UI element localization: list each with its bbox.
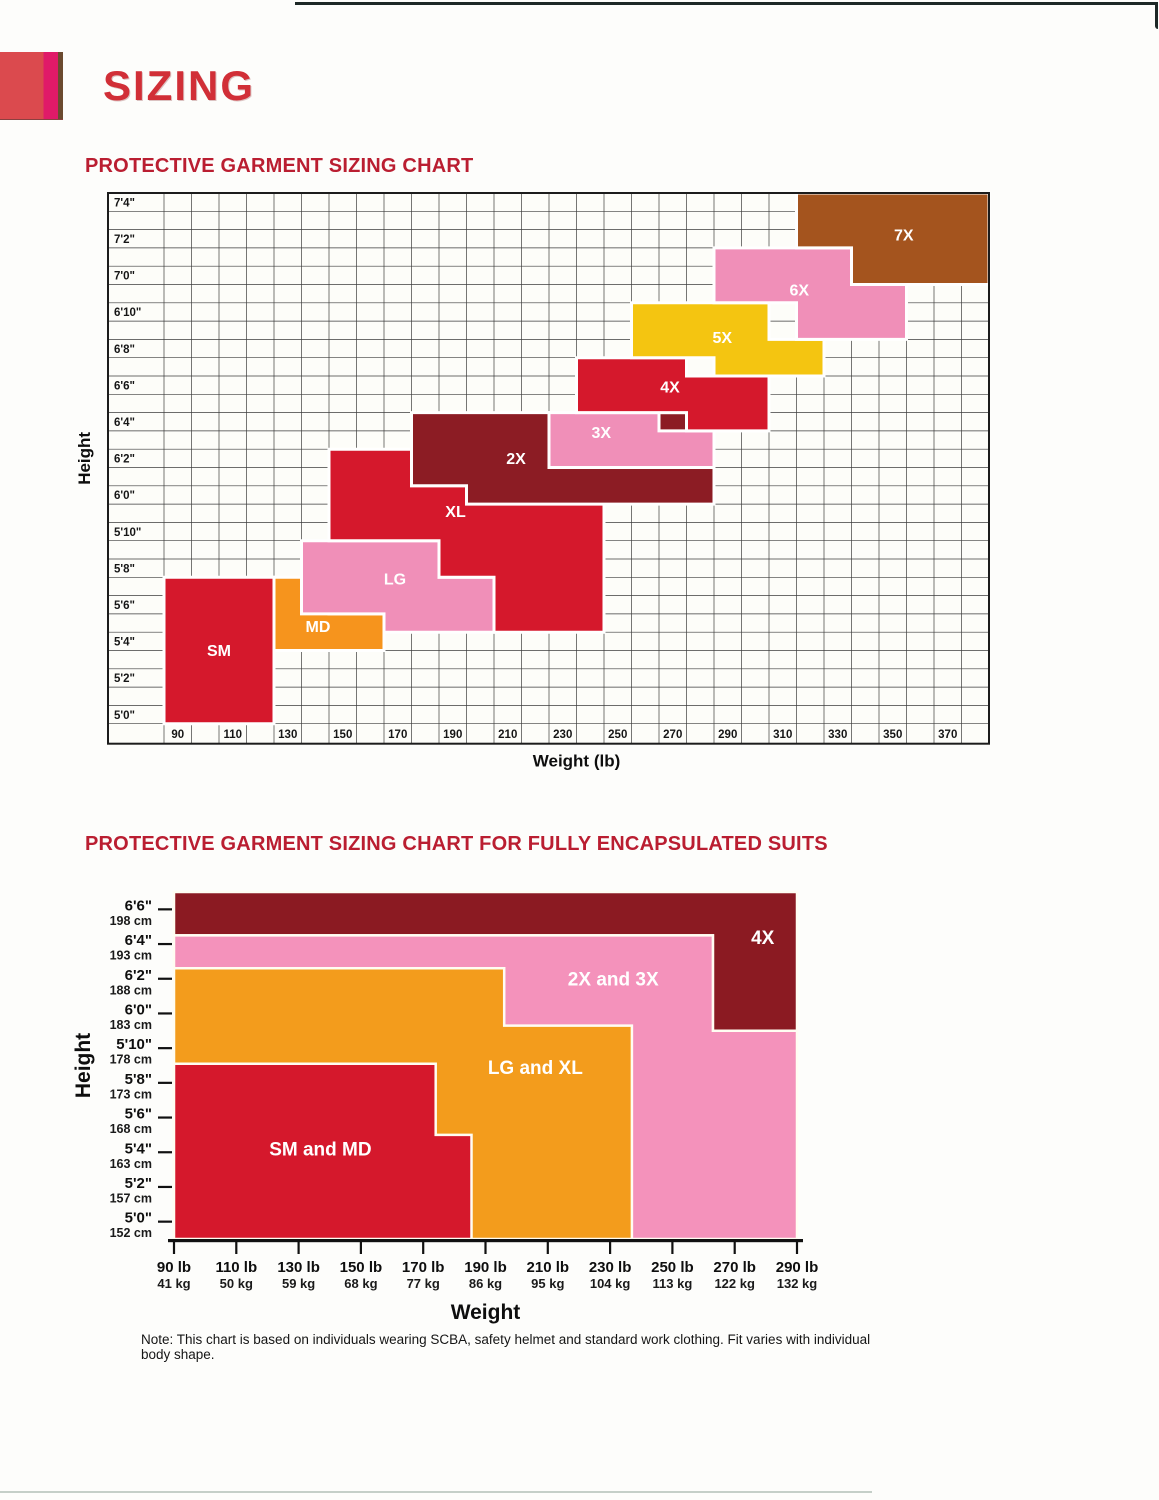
y-tick-label-ft: 5'2" xyxy=(124,1174,152,1192)
y-tick-label-cm: 173 cm xyxy=(109,1087,152,1102)
y-tick-label-ft: 5'4" xyxy=(124,1140,152,1158)
x-tick-label-kg: 50 kg xyxy=(219,1276,253,1291)
size-label-sm: SM xyxy=(207,642,231,660)
x-tick-label-kg: 132 kg xyxy=(776,1276,818,1291)
size-label-5x: 5X xyxy=(712,330,733,348)
section-title-encapsulated-chart: PROTECTIVE GARMENT SIZING CHART FOR FULLY ENCAPSULATED SUITS xyxy=(85,833,828,855)
section-title-garment-chart: PROTECTIVE GARMENT SIZING CHART xyxy=(85,155,474,177)
y-tick-label: 6'6" xyxy=(114,380,135,393)
x-axis-line xyxy=(168,1239,803,1242)
y-tick-label-ft: 6'4" xyxy=(124,932,152,950)
x-tick-label-kg: 95 kg xyxy=(531,1276,565,1291)
x-tick-label-lb: 90 lb xyxy=(156,1259,192,1276)
page-title: SIZING xyxy=(103,62,256,109)
x-tick-label-kg: 113 kg xyxy=(652,1276,693,1291)
x-tick-label: 350 xyxy=(883,729,903,742)
x-tick-label: 330 xyxy=(828,729,848,742)
y-tick-label: 5'8" xyxy=(114,563,135,576)
x-tick-label-lb: 130 lb xyxy=(277,1259,320,1276)
encapsulated-suit-sizing-chart xyxy=(60,880,880,1330)
x-tick-label: 130 xyxy=(278,729,298,742)
y-tick-label: 6'0" xyxy=(114,490,135,503)
y-tick-label: 5'6" xyxy=(114,599,135,612)
size-label-4x: 4X xyxy=(751,928,775,950)
size-label-4x: 4X xyxy=(660,379,680,397)
y-tick-label: 5'2" xyxy=(114,673,135,686)
size-label-2x-and-3x: 2X and 3X xyxy=(567,969,659,991)
y-tick-label-cm: 178 cm xyxy=(109,1052,152,1067)
size-label-lg: LG xyxy=(383,571,407,589)
size-label-md: MD xyxy=(305,619,331,637)
y-tick-label: 5'10" xyxy=(114,526,142,539)
y-axis-title: Height xyxy=(72,1032,95,1099)
x-tick-label: 270 xyxy=(663,729,683,742)
y-tick-label: 6'4" xyxy=(114,416,135,429)
x-tick-label: 230 xyxy=(553,729,573,742)
brand-logo-square xyxy=(0,52,63,119)
y-tick-label-ft: 5'8" xyxy=(124,1070,152,1088)
x-tick-label: 310 xyxy=(773,729,793,742)
size-label-sm-and-md: SM and MD xyxy=(269,1139,372,1161)
size-label-3x: 3X xyxy=(591,425,612,443)
y-tick-label-cm: 188 cm xyxy=(109,983,152,998)
x-tick-label: 370 xyxy=(938,729,958,742)
x-tick-label-lb: 150 lb xyxy=(339,1259,383,1276)
x-tick-label: 250 xyxy=(608,729,628,742)
scan-artifact-top-right-edge xyxy=(1155,2,1158,29)
y-tick-label-cm: 168 cm xyxy=(109,1122,152,1137)
scan-artifact-top-line xyxy=(295,2,1156,5)
x-tick-label: 150 xyxy=(333,729,353,742)
x-tick-label: 210 xyxy=(498,729,518,742)
y-tick-label-cm: 157 cm xyxy=(109,1191,152,1206)
size-label-lg-and-xl: LG and XL xyxy=(487,1058,583,1080)
y-tick-label-cm: 152 cm xyxy=(109,1226,152,1241)
y-tick-label-ft: 6'0" xyxy=(124,1001,152,1019)
y-tick-label-ft: 5'6" xyxy=(124,1105,152,1123)
x-tick-label: 110 xyxy=(223,729,243,742)
y-tick-label: 6'10" xyxy=(114,307,142,320)
y-tick-label-ft: 6'2" xyxy=(124,966,152,984)
y-tick-label-cm: 198 cm xyxy=(109,913,152,928)
y-tick-label-ft: 6'6" xyxy=(124,897,152,915)
x-axis-title: Weight xyxy=(450,1301,521,1324)
x-axis-title: Weight (lb) xyxy=(532,751,621,771)
y-tick-label: 7'4" xyxy=(114,197,135,210)
y-tick-label-ft: 5'10" xyxy=(116,1036,152,1054)
y-tick-label: 6'8" xyxy=(114,343,135,356)
y-tick-label-cm: 183 cm xyxy=(109,1017,152,1032)
x-tick-label-kg: 86 kg xyxy=(468,1276,503,1291)
x-tick-label-lb: 190 lb xyxy=(464,1259,507,1276)
garment-sizing-chart xyxy=(60,183,1010,773)
x-tick-label-lb: 250 lb xyxy=(651,1259,694,1276)
x-tick-label: 290 xyxy=(718,729,738,742)
y-tick-label-ft: 5'0" xyxy=(124,1209,152,1227)
x-tick-label-kg: 41 kg xyxy=(157,1276,191,1291)
x-tick-label: 190 xyxy=(443,729,463,742)
footnote: Note: This chart is based on individuals wearing SCBA, safety helmet and standard work clothing. Fit varies with individual body shape. xyxy=(141,1332,871,1362)
x-tick-label-kg: 68 kg xyxy=(344,1276,378,1291)
x-tick-label-lb: 210 lb xyxy=(526,1259,570,1276)
x-tick-label-kg: 77 kg xyxy=(406,1276,440,1291)
y-axis-title: Height xyxy=(75,431,94,485)
x-tick-label-lb: 290 lb xyxy=(775,1259,819,1276)
y-tick-label: 5'4" xyxy=(114,636,135,649)
scan-artifact-bottom-line xyxy=(0,1491,872,1493)
x-tick-label-lb: 170 lb xyxy=(401,1259,445,1276)
y-tick-label-cm: 163 cm xyxy=(109,1156,152,1171)
x-tick-label-lb: 110 lb xyxy=(215,1259,258,1276)
x-tick-label-lb: 230 lb xyxy=(588,1259,632,1276)
y-tick-label: 5'0" xyxy=(114,709,135,722)
y-tick-label: 7'0" xyxy=(114,270,135,283)
size-label-xl: XL xyxy=(445,503,466,521)
size-label-2x: 2X xyxy=(506,450,526,468)
x-tick-label-kg: 59 kg xyxy=(281,1276,316,1291)
x-tick-label: 90 xyxy=(171,729,185,742)
x-tick-label-kg: 104 kg xyxy=(589,1276,631,1291)
x-tick-label: 170 xyxy=(388,729,408,742)
y-tick-label: 6'2" xyxy=(114,453,135,466)
y-tick-label-cm: 193 cm xyxy=(109,948,152,963)
size-label-7x: 7X xyxy=(893,227,914,245)
y-tick-label: 7'2" xyxy=(114,233,135,246)
size-label-6x: 6X xyxy=(789,282,810,300)
x-tick-label-kg: 122 kg xyxy=(714,1276,755,1291)
x-tick-label-lb: 270 lb xyxy=(713,1259,756,1276)
